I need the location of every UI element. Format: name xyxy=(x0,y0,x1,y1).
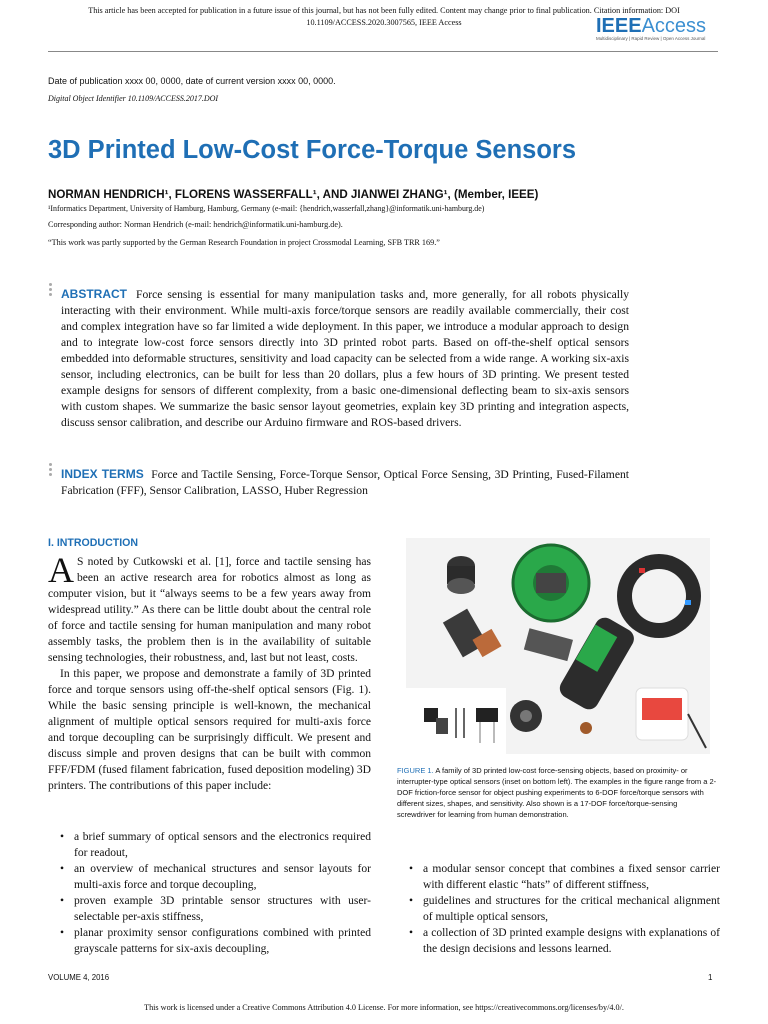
sensor-objects-illustration xyxy=(406,538,710,754)
logo-access-text: Access xyxy=(641,15,707,37)
list-item: • a collection of 3D printed example designs with explanations of the design decisions and lessons learned. xyxy=(397,925,720,957)
page-number: 1 xyxy=(708,973,713,982)
intro-paragraph-1 xyxy=(48,550,371,666)
intro-paragraph-2: In this paper, we propose and demonstrate a family of 3D printed force and torque sensors using off-the-shelf optical sensors (Fig. 1). While the basic sensing principle is well-known, the mechanical alignment of multiple optical sensors required for multi-axis force and torque decoupling can be surprisingly difficult. We present and discuss simple and proven designs that can be built with common FFF/FDM (fused filament fabrication, fused deposition modeling) 3D printers. The contributions of this paper include: xyxy=(48,668,371,792)
index-terms-label: INDEX TERMS xyxy=(61,467,144,481)
index-terms-marker xyxy=(49,463,53,478)
list-item: • planar proximity sensor configurations combined with printed grayscale patterns for six-axis decoupling, xyxy=(48,925,371,957)
list-item: • a brief summary of optical sensors and the electronics required for readout, xyxy=(48,829,371,861)
publication-date: Date of publication xxxx 00, 0000, date of current version xxxx 00, 0000. xyxy=(48,76,336,86)
header-divider xyxy=(48,51,718,52)
figure-caption-text: A family of 3D printed low-cost force-sensing objects, based on proximity- or interrupter-type optical sensors (inset on bottom left). The examples in the figure range from a 2-DOF friction-force sensor for object pushing experiments to 6-DOF force/torque sensors with different sizes, shapes, and sensitivity. Also shown is a 17-DOF force/torque-sensing screwdriver for learning from human demonstration. xyxy=(397,766,717,819)
list-item: • a modular sensor concept that combines a fixed sensor carrier with different elastic “hats” of different stiffness, xyxy=(397,861,720,893)
figure-1-caption xyxy=(397,765,717,820)
index-terms xyxy=(61,466,629,499)
section-heading-introduction: I. INTRODUCTION xyxy=(48,537,139,549)
ieee-access-logo xyxy=(596,15,726,51)
funding-note: “This work was partly supported by the German Research Foundation in project Crossmodal Learning, SFB TRR 169.” xyxy=(48,238,440,247)
contributions-list-left xyxy=(48,829,371,957)
intro-body xyxy=(48,550,371,794)
logo-tagline: Multidisciplinary | Rapid Review | Open Access Journal xyxy=(596,36,706,41)
author-list: NORMAN HENDRICH¹, FLORENS WASSERFALL¹, AND JIANWEI ZHANG¹, (Member, IEEE) xyxy=(48,188,539,201)
figure-label: FIGURE 1. xyxy=(397,766,434,775)
affiliation: ¹Informatics Department, University of Hamburg, Hamburg, Germany (e-mail: {hendrich,wasserfall,zhang}@informatik.uni-hamburg.de) xyxy=(48,204,485,213)
abstract-marker xyxy=(49,283,53,298)
logo-ieee-text: IEEE xyxy=(596,15,642,37)
figure-1-photo xyxy=(406,538,710,754)
corresponding-author: Corresponding author: Norman Hendrich (e-mail: hendrich@informatik.uni-hamburg.de). xyxy=(48,220,343,229)
doi-line: Digital Object Identifier 10.1109/ACCESS.2017.DOI xyxy=(48,94,219,103)
contributions-list-right xyxy=(397,861,720,957)
list-item: • an overview of mechanical structures and sensor layouts for multi-axis force and torque decoupling, xyxy=(48,861,371,893)
index-terms-text: Force and Tactile Sensing, Force-Torque Sensor, Optical Force Sensing, 3D Printing, Fused-Filament Fabrication (FFF), Sensor Calibration, LASSO, Huber Regression xyxy=(61,468,629,497)
license-notice: This work is licensed under a Creative Commons Attribution 4.0 License. For more information, see https://creativecommons.org/licenses/by/4.0/. xyxy=(144,1003,624,1012)
abstract-text: Force sensing is essential for many manipulation tasks and, more generally, for all robots physically interacting with their environment. While multi-axis force/torque sensors are readily available commercially, their cost and complex integration have so far limited a wide deployment. In this paper, we introduce a modular approach to design and to integrate low-cost force sensors directly into 3D printed robot parts. Based on off-the-shelf optical sensors embedded into deformable structures, sensitivity and load capacity can be selected from a wide range. A working six-axis sensor, including electronics, can be built for less than 20 dollars, plus a few hours of 3D printing. We present tested example designs for sensors of different complexity, from a basic one-dimensional deflecting beam to six-axis sensors with custom shapes. We summarize the basic sensor layout geometries, explain key 3D printing and integration aspects, discuss sensor calibration, and describe our Arduino firmware and ROS-based drivers. xyxy=(61,288,629,429)
abstract-label: ABSTRACT xyxy=(61,287,127,301)
paper-title: 3D Printed Low-Cost Force-Torque Sensors xyxy=(48,136,577,164)
notice-line-1: This article has been accepted for publication in a future issue of this journal, but has not been fully edited. Content may change prior to final publication. Citation information: DOI xyxy=(88,6,680,15)
list-item: • proven example 3D printable sensor structures with user-selectable per-axis stiffness, xyxy=(48,893,371,925)
abstract xyxy=(61,286,629,431)
drop-cap: A xyxy=(48,550,74,590)
notice-line-2: 10.1109/ACCESS.2020.3007565, IEEE Access xyxy=(306,18,462,27)
list-item: • guidelines and structures for the critical mechanical alignment of multiple optical sensors, xyxy=(397,893,720,925)
footer-volume: VOLUME 4, 2016 xyxy=(48,973,110,982)
intro-paragraph-1-text: S noted by Cutkowski et al. [1], force and tactile sensing has been an active research area for robotics almost as long as computer vision, but it “always seems to be a few years away from widespread utility.” As there can be little doubt about the central role of force and tactile sensing for human manipulation and many robot assembly tasks, the problem then is in the availability of suitable sensing technologies, their robustness, and, last but not least, costs. xyxy=(48,556,371,664)
